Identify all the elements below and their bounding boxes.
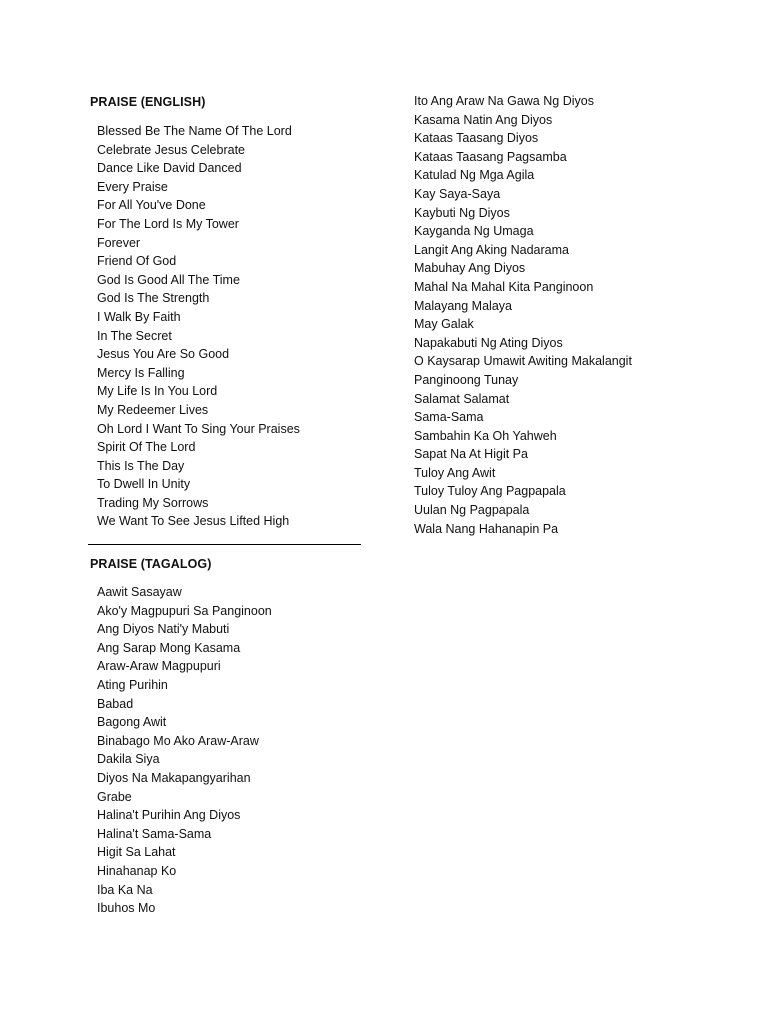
tagalog-song-item: Halina't Purihin Ang Diyos xyxy=(97,808,241,823)
tagalog-song-item: Dakila Siya xyxy=(97,752,160,767)
tagalog-song-item: Ang Diyos Nati'y Mabuti xyxy=(97,622,230,637)
tagalog-song-item: Langit Ang Aking Nadarama xyxy=(414,242,569,257)
tagalog-song-item: Sama-Sama xyxy=(414,410,484,425)
tagalog-song-item: Grabe xyxy=(97,789,132,804)
tagalog-song-item: Hinahanap Ko xyxy=(97,863,177,878)
right-column xyxy=(414,92,754,538)
tagalog-song-item: Kay Saya-Saya xyxy=(414,186,501,201)
tagalog-song-item: Tuloy Tuloy Ang Pagpapala xyxy=(414,484,566,499)
english-song-item: For All You've Done xyxy=(97,198,206,213)
tagalog-song-item: Katulad Ng Mga Agila xyxy=(414,168,535,183)
left-column xyxy=(90,92,370,918)
english-song-item: Blessed Be The Name Of The Lord xyxy=(97,124,292,138)
english-song-item: This Is The Day xyxy=(97,458,185,473)
tagalog-song-item: Ito Ang Araw Na Gawa Ng Diyos xyxy=(414,94,594,108)
tagalog-song-item: Araw-Araw Magpupuri xyxy=(97,659,221,674)
english-song-item: Every Praise xyxy=(97,179,168,194)
tagalog-song-item: Uulan Ng Pagpapala xyxy=(414,503,530,518)
tagalog-song-list xyxy=(90,583,370,918)
tagalog-song-item: Kataas Taasang Diyos xyxy=(414,131,539,146)
tagalog-song-item: Mabuhay Ang Diyos xyxy=(414,261,526,276)
english-song-item: In The Secret xyxy=(97,328,172,343)
english-song-item: My Redeemer Lives xyxy=(97,402,209,417)
section-divider xyxy=(88,544,361,545)
tagalog-song-item: Kataas Taasang Pagsamba xyxy=(414,149,567,164)
tagalog-section-heading: PRAISE (TAGALOG) xyxy=(90,557,212,572)
tagalog-song-item: Sambahin Ka Oh Yahweh xyxy=(414,428,557,443)
tagalog-song-item: O Kaysarap Umawit Awiting Makalangit xyxy=(414,354,632,369)
tagalog-song-item: Ating Purihin xyxy=(97,678,168,693)
english-song-list xyxy=(90,122,370,531)
tagalog-song-item: Tuloy Ang Awit xyxy=(414,465,496,480)
tagalog-song-item: Ang Sarap Mong Kasama xyxy=(97,640,241,655)
english-song-item: Oh Lord I Want To Sing Your Praises xyxy=(97,421,300,436)
english-song-item: God Is Good All The Time xyxy=(97,272,240,287)
tagalog-song-item: Bagong Awit xyxy=(97,715,167,730)
tagalog-song-item: Kaybuti Ng Diyos xyxy=(414,205,510,220)
tagalog-song-item: Aawit Sasayaw xyxy=(97,585,182,600)
english-song-item: We Want To See Jesus Lifted High xyxy=(97,514,290,529)
english-song-item: To Dwell In Unity xyxy=(97,477,191,492)
tagalog-song-item: Wala Nang Hahanapin Pa xyxy=(414,521,559,536)
english-song-item: Forever xyxy=(97,235,141,250)
tagalog-song-item: Salamat Salamat xyxy=(414,391,510,406)
english-song-item: Trading My Sorrows xyxy=(97,495,209,510)
tagalog-song-item: May Galak xyxy=(414,317,474,332)
tagalog-song-item: Malayang Malaya xyxy=(414,298,512,313)
tagalog-song-item: Napakabuti Ng Ating Diyos xyxy=(414,335,563,350)
tagalog-song-item: Diyos Na Makapangyarihan xyxy=(97,771,251,785)
tagalog-song-item: Halina't Sama-Sama xyxy=(97,826,212,841)
tagalog-song-list-continued xyxy=(414,92,754,538)
english-song-item: I Walk By Faith xyxy=(97,309,181,324)
english-section-heading: PRAISE (ENGLISH) xyxy=(90,95,206,109)
tagalog-song-item: Sapat Na At Higit Pa xyxy=(414,447,528,462)
english-song-item: My Life Is In You Lord xyxy=(97,384,218,399)
english-song-item: Celebrate Jesus Celebrate xyxy=(97,142,245,157)
english-song-item: Spirit Of The Lord xyxy=(97,440,196,455)
tagalog-song-item: Babad xyxy=(97,696,134,711)
english-song-item: Mercy Is Falling xyxy=(97,365,185,380)
english-song-item: Jesus You Are So Good xyxy=(97,347,230,362)
tagalog-song-item: Higit Sa Lahat xyxy=(97,845,176,860)
tagalog-song-item: Kasama Natin Ang Diyos xyxy=(414,112,553,127)
english-song-item: God Is The Strength xyxy=(97,291,210,306)
tagalog-song-item: Panginoong Tunay xyxy=(414,372,519,387)
tagalog-song-item: Iba Ka Na xyxy=(97,882,153,897)
english-song-item: Friend Of God xyxy=(97,254,177,269)
tagalog-song-item: Ibuhos Mo xyxy=(97,901,156,916)
tagalog-song-item: Mahal Na Mahal Kita Panginoon xyxy=(414,279,594,294)
tagalog-song-item: Ako'y Magpupuri Sa Panginoon xyxy=(97,603,272,618)
english-song-item: Dance Like David Danced xyxy=(97,161,242,176)
tagalog-song-item: Binabago Mo Ako Araw-Araw xyxy=(97,733,259,748)
tagalog-song-item: Kayganda Ng Umaga xyxy=(414,224,534,239)
english-song-item: For The Lord Is My Tower xyxy=(97,216,239,231)
